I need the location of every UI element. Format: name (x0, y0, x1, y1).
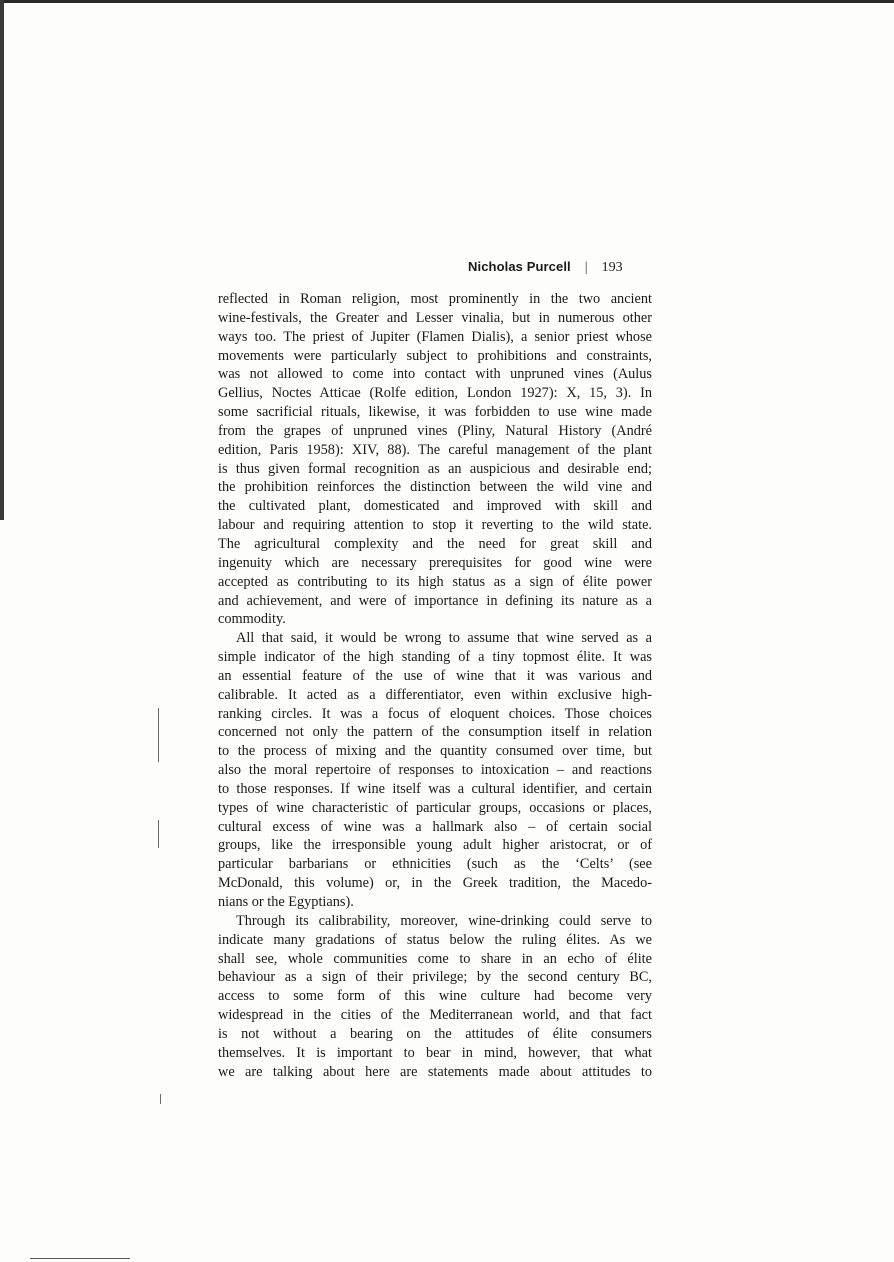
text-line: from the grapes of unpruned vines (Pliny, Natural History (André (218, 422, 652, 439)
text-line: also the moral repertoire of responses to intoxication – and reactions (218, 762, 652, 779)
text-line: All that said, it would be wrong to assume that wine served as a (236, 630, 652, 647)
running-head (468, 259, 623, 279)
text-line: concerned not only the pattern of the consumption itself in relation (218, 724, 652, 741)
text-line: Through its calibrability, moreover, wine-drinking could serve to (236, 912, 652, 929)
text-line: shall see, whole communities come to share in an echo of élite (218, 950, 652, 967)
scan-mark (30, 1258, 130, 1259)
text-line: access to some form of this wine culture had become very (218, 988, 652, 1005)
text-line: wine-festivals, the Greater and Lesser vinalia, but in numerous other (218, 309, 652, 326)
text-line: to those responses. If wine itself was a cultural identifier, and certain (218, 780, 652, 797)
text-line: movements were particularly subject to prohibitions and constraints, (218, 347, 652, 364)
text-line: particular barbarians or ethnicities (such as the ‘Celts’ (see (218, 856, 652, 873)
scan-top-edge (0, 0, 894, 3)
text-line: themselves. It is important to bear in mind, however, that what (218, 1044, 652, 1061)
scan-mark (158, 708, 159, 762)
text-line: the cultivated plant, domesticated and improved with skill and (218, 498, 652, 515)
text-line: reflected in Roman religion, most prominently in the two ancient (218, 291, 652, 307)
page-number: 193 (601, 260, 623, 275)
text-line: an essential feature of the use of wine that it was various and (218, 667, 652, 684)
text-line: we are talking about here are statements made about attitudes to (218, 1063, 652, 1080)
text-line: labour and requiring attention to stop it reverting to the wild state. (218, 517, 652, 534)
running-head-separator: | (584, 260, 588, 275)
text-line: Gellius, Noctes Atticae (Rolfe edition, London 1927): X, 15, 3). In (218, 385, 652, 402)
text-line: indicate many gradations of status below the ruling élites. As we (218, 931, 652, 948)
text-line: commodity. (218, 611, 286, 628)
scan-left-edge (0, 0, 4, 520)
running-head-author: Nicholas Purcell (468, 259, 571, 274)
body-text (218, 290, 652, 1081)
text-line: is not without a bearing on the attitudes of élite consumers (218, 1025, 652, 1042)
text-line: calibrable. It acted as a differentiator, even within exclusive high- (218, 686, 652, 703)
text-line: McDonald, this volume) or, in the Greek tradition, the Macedo- (218, 875, 652, 892)
text-line: types of wine characteristic of particular groups, occasions or places, (218, 799, 652, 816)
text-line: nians or the Egyptians). (218, 894, 354, 910)
text-line: The agricultural complexity and the need for great skill and (218, 535, 652, 552)
text-line: behaviour as a sign of their privilege; by the second century BC, (218, 969, 652, 986)
text-line: widespread in the cities of the Mediterranean world, and that fact (218, 1007, 652, 1024)
text-line: accepted as contributing to its high status as a sign of élite power (218, 573, 652, 590)
scan-mark (160, 1094, 161, 1104)
text-line: edition, Paris 1958): XIV, 88). The careful management of the plant (218, 441, 652, 458)
text-line: cultural excess of wine was a hallmark also – of certain social (218, 818, 652, 835)
scan-mark (158, 820, 159, 848)
text-line: was not allowed to come into contact with unpruned vines (Aulus (218, 366, 652, 383)
text-line: and achievement, and were of importance in defining its nature as a (218, 592, 652, 609)
text-line: groups, like the irresponsible young adult higher aristocrat, or of (218, 837, 652, 854)
text-line: ingenuity which are necessary prerequisites for good wine were (218, 554, 652, 571)
text-line: the prohibition reinforces the distinction between the wild vine and (218, 479, 652, 496)
text-line: ranking circles. It was a focus of eloquent choices. Those choices (218, 705, 652, 722)
text-line: some sacrificial rituals, likewise, it was forbidden to use wine made (218, 404, 652, 421)
text-line: is thus given formal recognition as an auspicious and desirable end; (218, 460, 652, 477)
text-line: ways too. The priest of Jupiter (Flamen Dialis), a senior priest whose (218, 328, 652, 345)
text-line: simple indicator of the high standing of a tiny topmost élite. It was (218, 649, 652, 666)
text-line: to the process of mixing and the quantity consumed over time, but (218, 743, 652, 760)
